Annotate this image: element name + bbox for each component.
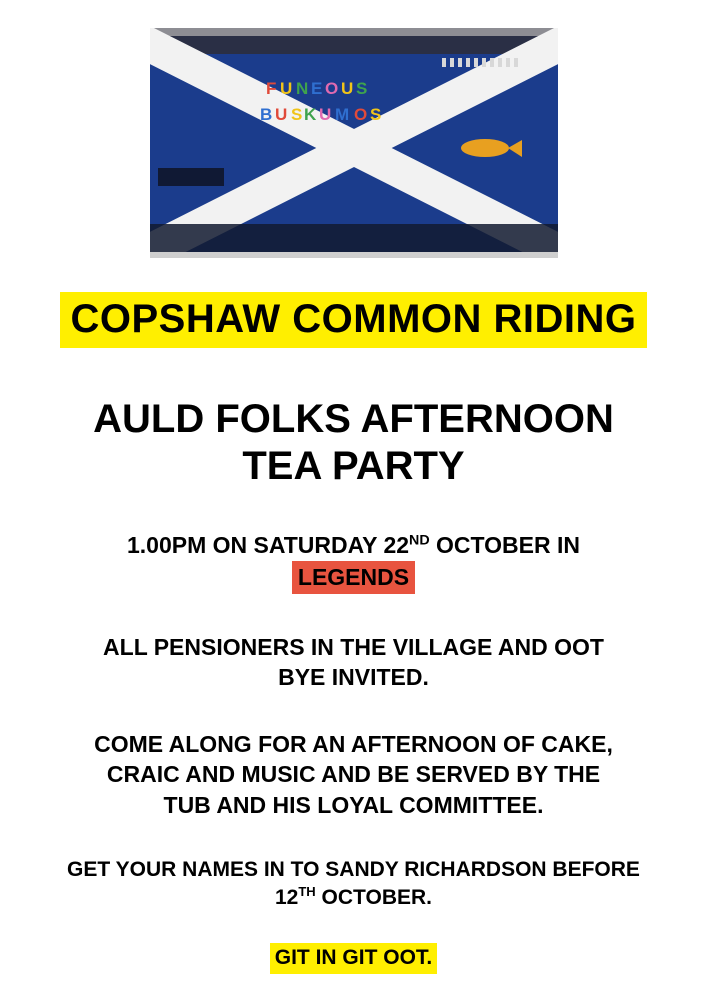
invitation-line-2: BYE INVITED. [278, 664, 429, 691]
description-line-2: CRAIC AND MUSIC AND BE SERVED BY THE [106, 761, 601, 788]
event-venue-line [44, 561, 664, 594]
event-date-ordinal: ND [409, 532, 430, 549]
event-time-block [44, 530, 664, 594]
svg-text:S: S [355, 79, 367, 98]
rsvp-block [44, 856, 664, 911]
svg-text:S: S [369, 105, 381, 124]
svg-text:F: F [265, 79, 276, 98]
event-time-prefix: 1.00PM ON SATURDAY 22 [126, 532, 410, 559]
description-line-1: COME ALONG FOR AN AFTERNOON OF CAKE, [94, 730, 613, 757]
event-venue: LEGENDS [292, 561, 415, 594]
subtitle-line-2: TEA PARTY [242, 444, 465, 489]
closing-block [44, 943, 664, 974]
poster-title-band [0, 292, 707, 348]
flag-photo [150, 28, 558, 258]
svg-text:U: U [274, 105, 287, 124]
saltire-flag-image [150, 28, 558, 258]
svg-text:O: O [353, 105, 367, 124]
poster-subtitle [34, 396, 674, 490]
svg-text:S: S [290, 105, 302, 124]
invitation-block [44, 632, 664, 693]
svg-text:E: E [310, 79, 322, 98]
event-time-suffix: OCTOBER IN [429, 532, 581, 559]
closing-slogan: GIT IN GIT OOT. [270, 943, 438, 974]
svg-text:U: U [340, 79, 353, 98]
event-time-line [44, 530, 664, 560]
svg-text:K: K [303, 105, 316, 124]
svg-text:U: U [279, 79, 292, 98]
page-title: COPSHAW COMMON RIDING [60, 292, 646, 348]
svg-text:M: M [334, 105, 349, 124]
rsvp-deadline-ordinal: TH [298, 883, 316, 899]
rsvp-line-2 [44, 884, 664, 912]
svg-text:O: O [324, 79, 338, 98]
rsvp-line-1: GET YOUR NAMES IN TO SANDY RICHARDSON BEFORE [67, 857, 640, 881]
description-line-3: TUB AND HIS LOYAL COMMITTEE. [163, 791, 544, 818]
svg-text:U: U [318, 105, 331, 124]
invitation-line-1: ALL PENSIONERS IN THE VILLAGE AND OOT [103, 634, 604, 661]
description-block [44, 729, 664, 820]
rsvp-deadline-month: OCTOBER. [315, 885, 432, 909]
subtitle-line-1: AULD FOLKS AFTERNOON [93, 397, 614, 441]
rsvp-deadline-number: 12 [274, 885, 299, 909]
svg-text:B: B [259, 105, 272, 124]
svg-text:N: N [295, 79, 308, 98]
